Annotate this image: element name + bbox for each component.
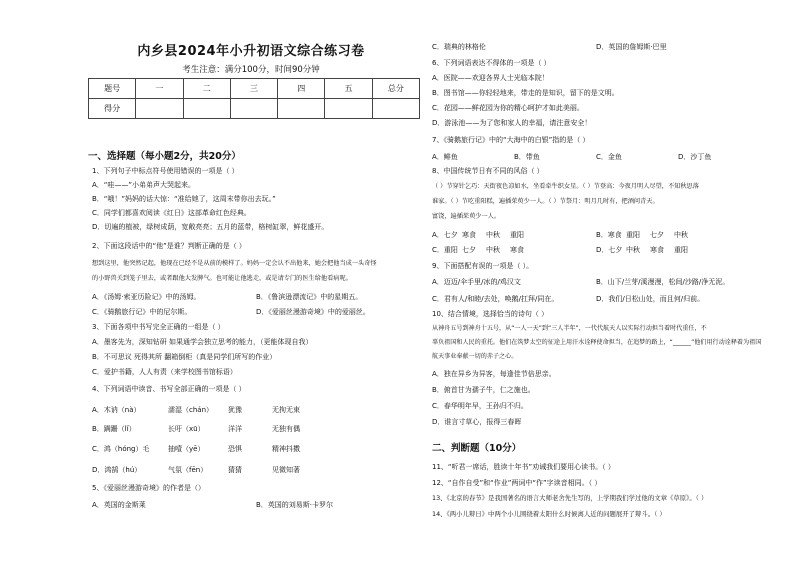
option-text: A．医院——欢迎各界人士光临本院！ — [432, 74, 549, 82]
option-text: A．英国的金斯莱 — [92, 501, 146, 509]
option-text: B．图书馆——你轻轻地来，带走的是知识，留下的是文明。 — [432, 89, 619, 97]
option-text: C．瑞典的林格伦 — [432, 43, 486, 51]
option-text: 犹豫 — [228, 406, 242, 414]
option-text: A．墨客先为，深知钻研 如果通学会独立思考的能力，（更能体现自我） — [92, 338, 313, 346]
option-text: B．寒食 — [596, 231, 622, 239]
score-entry-cell[interactable] — [183, 99, 230, 119]
question-text: 4、下列词语中读音、书写全部正确的一项是（ ） — [92, 385, 246, 393]
score-table — [88, 78, 420, 119]
score-entry-cell[interactable] — [278, 99, 325, 119]
option-text: A．七夕 — [432, 231, 458, 239]
option-text: 无拘无束 — [272, 406, 300, 414]
passage-text: 想到这里，他突然记起，他现在已经不是从前的模样了。妈妈一定会认不出他来，她会把他当成一头奇怪 — [92, 260, 377, 267]
question-text: 12、“自作自受”和“作业”两词中“作”字读音相同。（ ） — [432, 479, 602, 487]
option-text: 猜猜 — [228, 466, 242, 474]
passage-text: 辜负祖国和人民的重托。他们在筑梦太空的征途上用汗水诠释使命担当，在追梦的路上，“______”他们用行动诠释着为祖国 — [432, 339, 762, 346]
option-text: B．英国的刘易斯·卡罗尔 — [256, 501, 334, 509]
question-text: 5、《爱丽丝漫游奇境》的作者是（） — [92, 484, 205, 492]
option-text: 七夕 — [462, 246, 476, 254]
question-text: 1、下列句子中标点符号使用错误的一项是（ ） — [92, 167, 239, 175]
option-text: 七夕 — [650, 231, 664, 239]
question-text: 7、《骑鹅旅行记》中的“大海中的白银”指的是（ ） — [432, 136, 590, 144]
option-text: D．切遍的植被，绿树成荫，宽敞亮亮；五月的蓝带，格树缸翠，鲜花盛开。 — [92, 223, 329, 231]
option-text: 重阳 — [510, 231, 524, 239]
option-text: C．花园——鲜花园为你的精心呵护才如此美丽。 — [432, 104, 584, 112]
score-table-score-row — [89, 99, 420, 119]
option-text: D．沙丁鱼 — [678, 153, 712, 161]
option-text: C．爱护书籍，人人有责（来学校图书馆标语） — [92, 368, 237, 376]
option-text: B．不可思议 死得其所 翻箱倒柜（真是同学们所写的作业） — [92, 353, 277, 361]
option-text: B．《鲁滨逊漂流记》中的星期五。 — [256, 293, 363, 301]
page-title: 内乡县2024年小升初语文综合练习卷 — [137, 44, 365, 59]
table-cell: 四 — [278, 79, 325, 99]
option-text: 寒食 — [462, 231, 476, 239]
option-text: 濡湿（chán） — [168, 406, 214, 414]
question-text: 14、《两小儿辩日》中两个小儿围绕着太阳什么时候离人近的问题展开了辩斗。（ ） — [432, 510, 666, 518]
option-text: 气氛（fēn） — [168, 466, 208, 474]
option-text: C．同学们都喜欢阅读《红日》这部革命红色经典。 — [92, 209, 251, 217]
option-text: 恐惧 — [228, 445, 242, 453]
question-text: 谁家。（ ）节吃重阳糕，遍插茱萸少一人。（ ）节祭月：明月几时有，把酒问青天。 — [432, 198, 659, 205]
option-text: A．“哇——”小弟弟声大哭起来。 — [92, 181, 196, 189]
option-text: 长吁（xū） — [168, 425, 205, 433]
passage-text: 航天事业奉献一切的赤子之心。 — [432, 353, 518, 360]
question-text: 11、“听君一席话，胜读十年书”劝诫我们要用心读书。（ ） — [432, 463, 615, 471]
passage-text: 的小野兽关到笼子里去，或者跟他大发脾气。也可能让他逃走，或是请专门的医生给他看病呢。 — [92, 275, 352, 282]
option-text: B．蹒跚（lǐ） — [92, 425, 136, 433]
section-heading-choice: 一、选择题（每小题2分，共20分） — [88, 151, 241, 162]
option-text: A．鲱鱼 — [432, 153, 458, 161]
exam-notice: 考生注意：满分100分，时间90分钟 — [182, 65, 320, 75]
option-text: B．山下/兰芽/溪漫漫，松间/沙路/净无泥。 — [596, 278, 730, 286]
option-text: B．“哦！”妈妈的话大惊：“准给她了，这周末带你出去玩。” — [92, 195, 276, 203]
option-text: 中秋 — [674, 231, 688, 239]
left-column — [80, 0, 422, 562]
question-text: 13、《北京的春节》是我国著名的语言大师老舍先生写的，上学期我们学过他的文章《草原》。（ ） — [432, 494, 708, 502]
option-text: A．独在异乡为异客，每逢佳节倍思亲。 — [432, 370, 556, 378]
option-text: 重阳 — [626, 231, 640, 239]
option-text: D．《爱丽丝漫游奇境》中的爱丽丝。 — [256, 308, 370, 316]
section-heading-judgement: 二、判断题（10分） — [432, 443, 522, 454]
score-table-header-row — [89, 79, 420, 99]
option-text: 抽噎（yē） — [168, 445, 205, 453]
option-text: C．春华明年早，王孙归不归。 — [432, 402, 528, 410]
option-text: C．重阳 — [432, 246, 458, 254]
option-text: 中秋 — [626, 246, 640, 254]
table-cell: 五 — [325, 79, 372, 99]
question-text: 富饶，遍插茱萸少一人。 — [432, 213, 501, 220]
score-entry-cell[interactable] — [325, 99, 372, 119]
option-text: D．七夕 — [596, 246, 623, 254]
option-text: 洋洋 — [228, 425, 242, 433]
option-text: 寒食 — [650, 246, 664, 254]
score-entry-cell[interactable] — [372, 99, 419, 119]
table-cell: 一 — [136, 79, 183, 99]
table-cell: 得分 — [89, 99, 136, 119]
option-text: C．《骑鹅旅行记》中的尼尔斯。 — [92, 308, 192, 316]
option-text: D．鸿鹄（hú） — [92, 466, 142, 474]
table-cell: 二 — [183, 79, 230, 99]
option-text: 中秋 — [486, 231, 500, 239]
option-text: 见微知著 — [272, 466, 300, 474]
question-text: 8、中国传统节日有不同的风俗（ ） — [432, 167, 544, 175]
option-text: C．金鱼 — [596, 153, 622, 161]
option-text: A．木讷（nà） — [92, 406, 141, 414]
option-text: 无独有偶 — [272, 425, 300, 433]
question-text: 3、下面各项中书写完全正确的一组是（ ） — [92, 323, 225, 331]
option-text: B．带鱼 — [514, 153, 540, 161]
option-text: B．俯首甘为孺子牛，仁之施也。 — [432, 386, 535, 394]
score-entry-cell[interactable] — [136, 99, 183, 119]
option-text: D．英国的詹姆斯·巴里 — [596, 43, 667, 51]
option-text: D．我们/日松山处，而且何/归前。 — [596, 295, 705, 303]
option-text: 中秋 — [486, 246, 500, 254]
option-text: C．鸿（hóng）毛 — [92, 445, 150, 453]
option-text: A．迈迈/伞手里/冰的/鸡汉文 — [432, 278, 521, 286]
table-cell: 总分 — [372, 79, 419, 99]
score-entry-cell[interactable] — [230, 99, 277, 119]
option-text: C．君有人/和睦/去处，唤鹅/扛拜/同在。 — [432, 295, 559, 303]
question-text: 2、下面这段话中的“他”是谁？判断正确的是（ ） — [92, 242, 246, 250]
table-cell: 题号 — [89, 79, 136, 99]
option-text: 精神抖擞 — [272, 445, 300, 453]
question-text: 9、下面搭配有误的一项是（ ）。 — [432, 262, 534, 270]
right-column — [432, 0, 772, 562]
table-cell: 三 — [230, 79, 277, 99]
passage-text: 从神舟五号到神舟十五号，从“一人一天”到“三人半年”，一代代航天人以实际行动担当着时代重任，不 — [432, 325, 707, 332]
question-text: （ ）节穿针乞巧：天街夜色凉如水，坐看牵牛织女星。（ ）节登高：今夜月明人尽望，不知秋思落 — [432, 183, 699, 190]
option-text: D．谁言寸草心，报得三春晖 — [432, 418, 522, 426]
question-text: 10、结合情境，选择恰当的诗句（ ） — [432, 310, 549, 318]
option-text: 寒食 — [510, 246, 524, 254]
question-text: 6、下列词语表达不得体的一项是（ ） — [432, 59, 551, 67]
option-text: D．游泳池——为了您和家人的幸福，请注意安全！ — [432, 119, 592, 127]
option-text: 重阳 — [674, 246, 688, 254]
option-text: A．《汤姆·索亚历险记》中的汤姆。 — [92, 293, 201, 301]
